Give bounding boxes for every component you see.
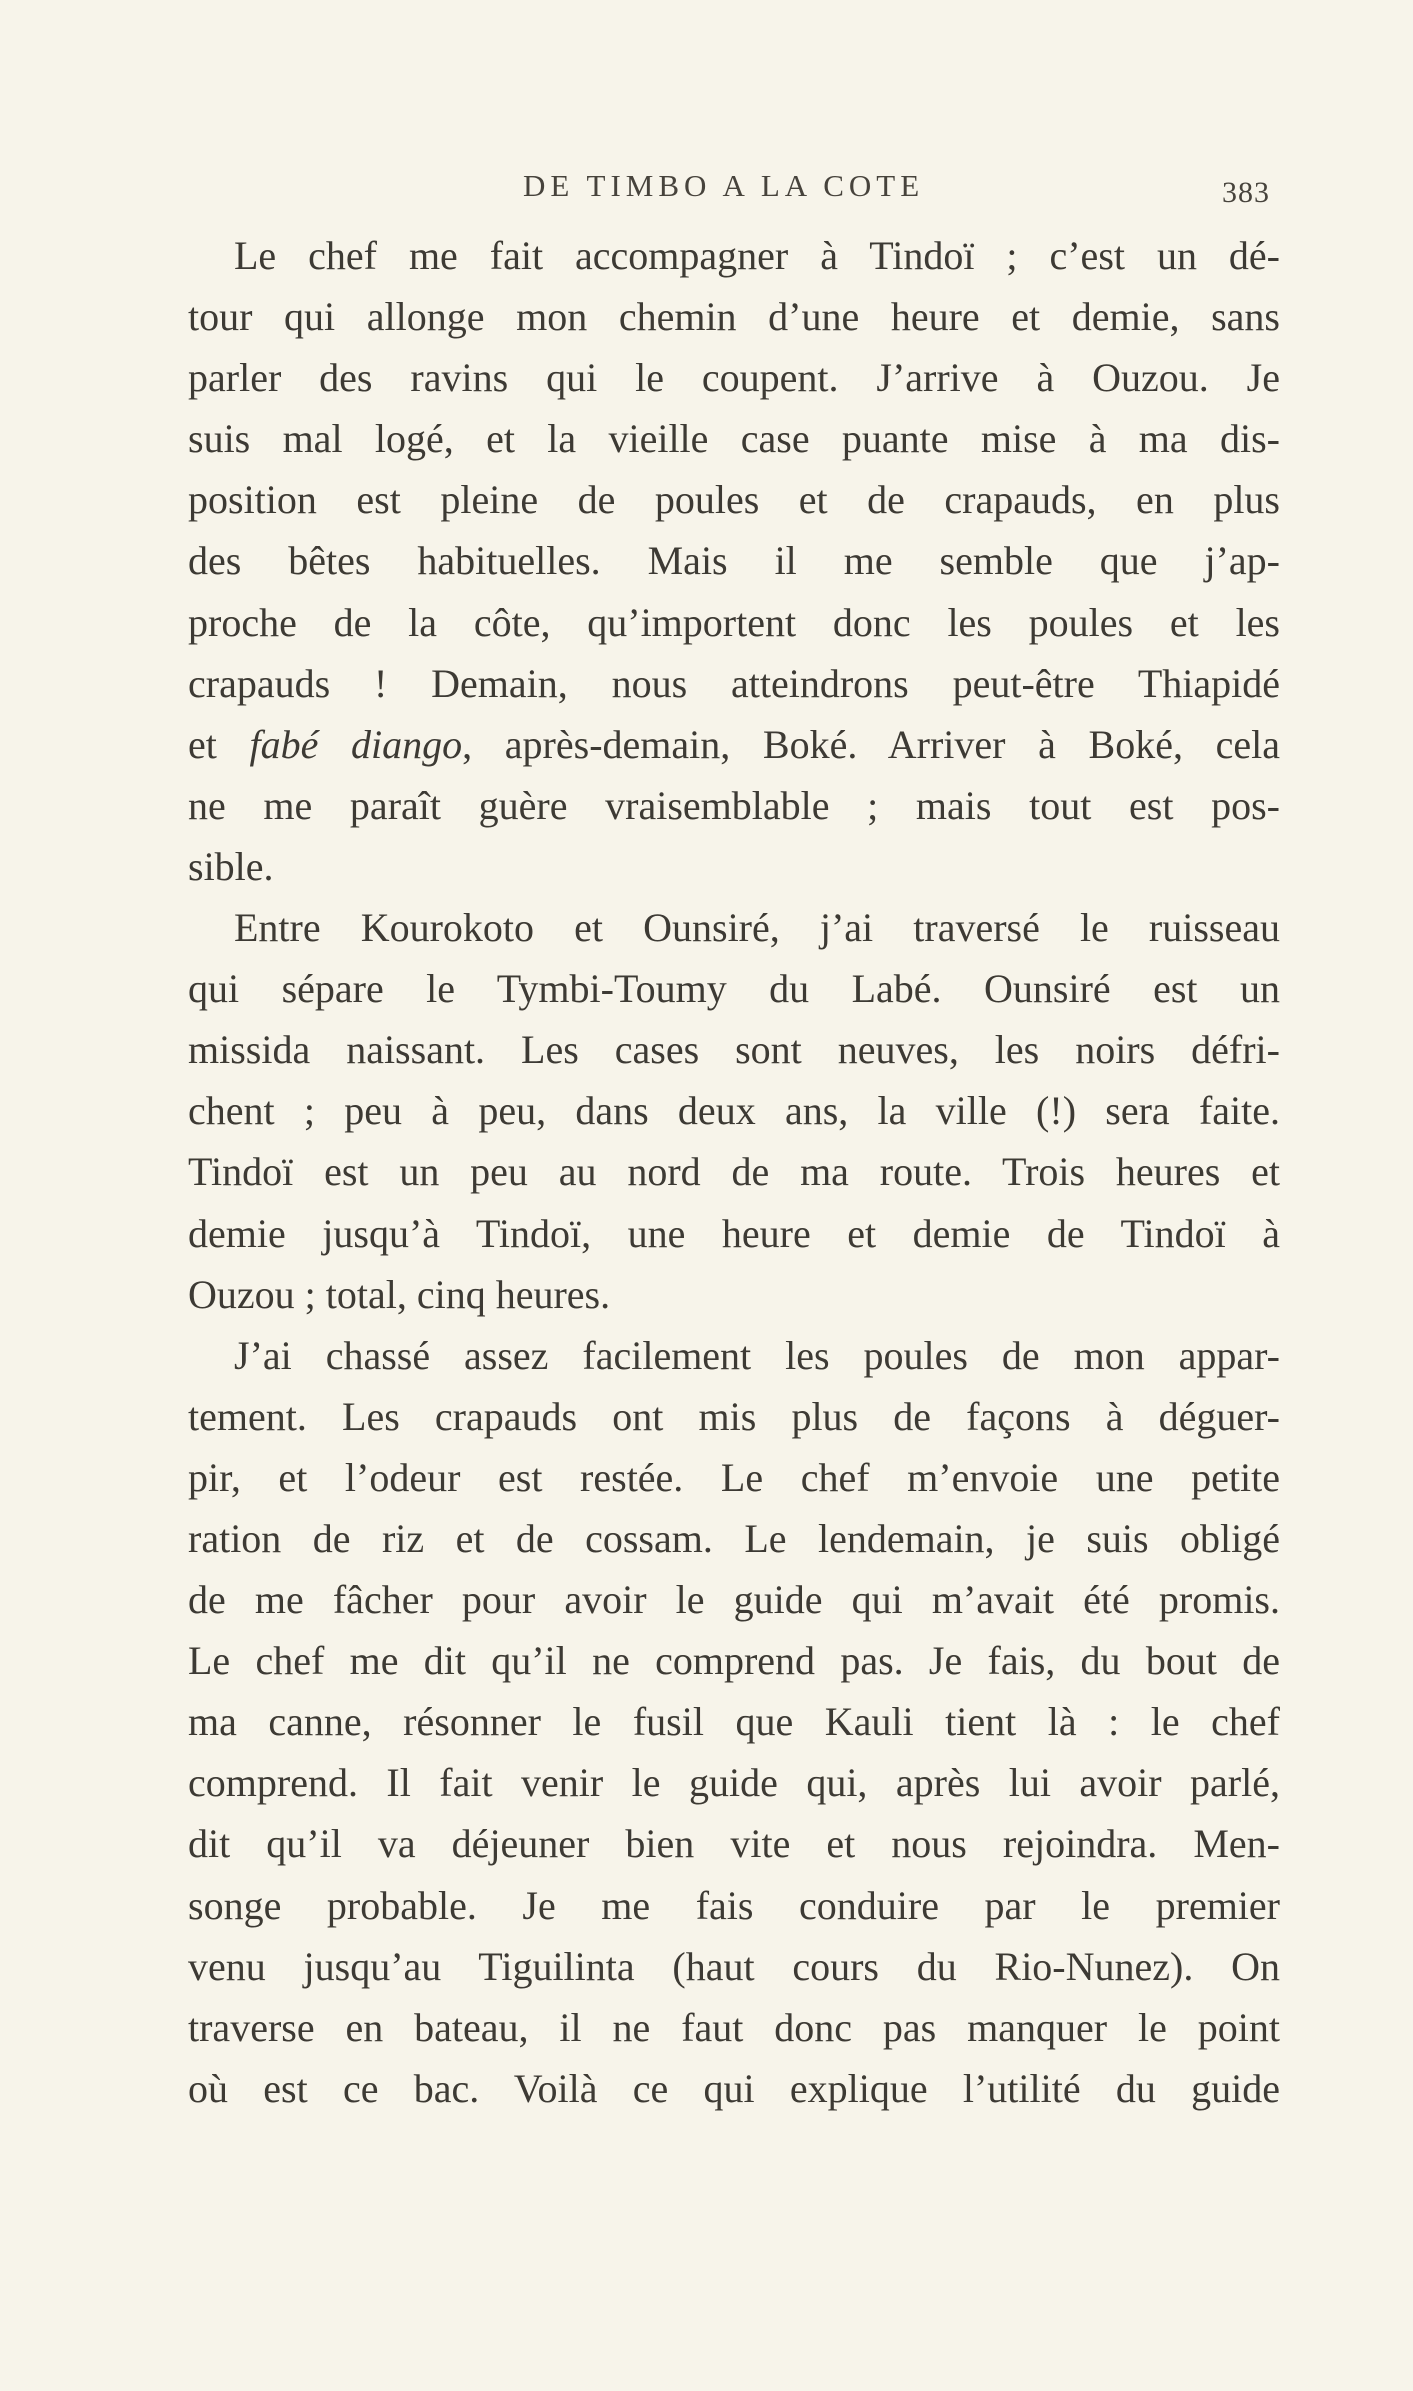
text-line: Tindoï est un peu au nord de ma route. Trois heures et (188, 1149, 1280, 1195)
text-line: pir, et l’odeur est restée. Le chef m’envoie une petite (188, 1454, 1280, 1500)
text-line: proche de la côte, qu’importent donc les poules et les (188, 599, 1280, 645)
text-line: qui sépare le Tymbi-Toumy du Labé. Ounsiré est un (188, 966, 1280, 1012)
text-line: venu jusqu’au Tiguilinta (haut cours du Rio-Nunez). On (188, 1943, 1280, 1989)
line-segment: , après-demain, Boké. Arriver à Boké, cela (462, 721, 1280, 767)
text-line: songe probable. Je me fais conduire par le premier (188, 1882, 1280, 1928)
text-line: demie jusqu’à Tindoï, une heure et demie de Tindoï à (188, 1210, 1280, 1256)
text-line-with-italic (188, 714, 1280, 775)
text-line: J’ai chassé assez facilement les poules de mon appar- (234, 1332, 1280, 1378)
text-line: Ouzou ; total, cinq heures. (188, 1271, 611, 1317)
text-line: crapauds ! Demain, nous atteindrons peut-être Thiapidé (188, 660, 1280, 706)
text-line: ma canne, résonner le fusil que Kauli tient là : le chef (188, 1699, 1280, 1745)
body-text (188, 225, 1280, 2119)
running-head-title: DE TIMBO A LA COTE (523, 168, 925, 203)
text-line: Le chef me dit qu’il ne comprend pas. Je fais, du bout de (188, 1638, 1280, 1684)
line-segment: et (188, 721, 250, 767)
text-line: missida naissant. Les cases sont neuves, les noirs défri- (188, 1027, 1280, 1073)
text-line: de me fâcher pour avoir le guide qui m’avait été promis. (188, 1577, 1280, 1623)
text-line: position est pleine de poules et de crapauds, en plus (188, 477, 1280, 523)
text-line: Entre Kourokoto et Ounsiré, j’ai traversé le ruisseau (234, 905, 1280, 951)
running-head (188, 162, 1280, 212)
text-line: des bêtes habituelles. Mais il me semble que j’ap- (188, 538, 1280, 584)
text-line: sible. (188, 843, 274, 889)
text-line: tour qui allonge mon chemin d’une heure et demie, sans (188, 294, 1280, 340)
italic-term: fabé diango (249, 721, 463, 767)
text-line: tement. Les crapauds ont mis plus de façons à déguer- (188, 1393, 1280, 1439)
text-line: comprend. Il fait venir le guide qui, après lui avoir parlé, (188, 1760, 1280, 1806)
text-line: traverse en bateau, il ne faut donc pas manquer le point (188, 2004, 1280, 2050)
text-line: dit qu’il va déjeuner bien vite et nous rejoindra. Men- (188, 1821, 1280, 1867)
text-line: ration de riz et de cossam. Le lendemain, je suis obligé (188, 1515, 1280, 1561)
text-line: ne me paraît guère vraisemblable ; mais tout est pos- (188, 782, 1280, 828)
text-line: chent ; peu à peu, dans deux ans, la ville (!) sera faite. (188, 1088, 1280, 1134)
page-number: 383 (1222, 176, 1270, 209)
text-line: suis mal logé, et la vieille case puante mise à ma dis- (188, 416, 1280, 462)
text-line: parler des ravins qui le coupent. J’arrive à Ouzou. Je (188, 355, 1280, 401)
text-line: Le chef me fait accompagner à Tindoï ; c’est un dé- (234, 233, 1280, 278)
text-line: où est ce bac. Voilà ce qui explique l’utilité du guide (188, 2065, 1280, 2111)
